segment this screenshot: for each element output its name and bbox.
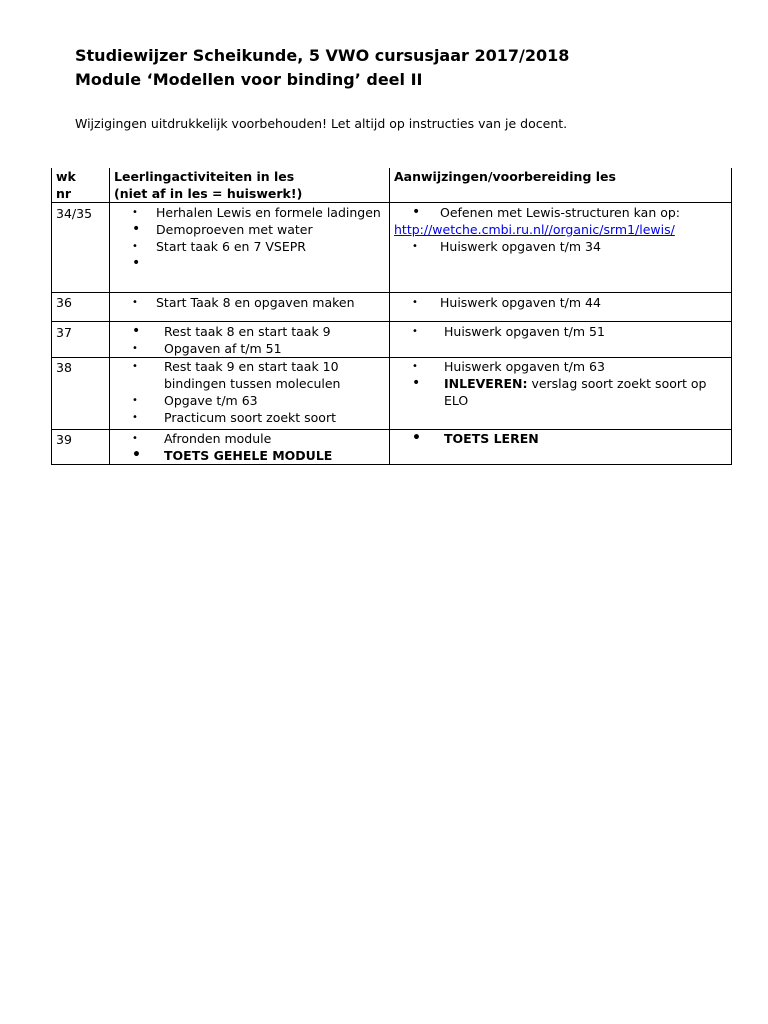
header-instructions: Aanwijzingen/voorbereiding les (390, 168, 732, 203)
list-item: • Opgave t/m 63 (110, 392, 385, 409)
activities-cell (110, 293, 390, 322)
list-item: • TOETS LEREN (390, 430, 727, 447)
list-item: • Rest taak 8 en start taak 9 (110, 323, 385, 340)
list-item: • Afronden module (110, 430, 385, 447)
table-row (52, 293, 732, 322)
lewis-structures-link[interactable]: http://wetche.cmbi.ru.nl//organic/srm1/lewis/ (394, 222, 675, 237)
week-cell: 37 (52, 322, 110, 358)
table-row (52, 203, 732, 293)
header-activities: Leerlingactiviteiten in les (niet af in les = huiswerk!) (110, 168, 390, 203)
week-cell: 38 (52, 358, 110, 430)
instructions-cell (390, 358, 732, 430)
title-line-1: Studiewijzer Scheikunde, 5 VWO cursusjaar 2017/2018 (75, 46, 570, 65)
instructions-cell (390, 293, 732, 322)
list-item (390, 375, 727, 409)
inleveren-label: INLEVEREN: (444, 376, 528, 391)
activities-cell (110, 203, 390, 293)
week-cell: 39 (52, 430, 110, 465)
list-item: • Practicum soort zoekt soort (110, 409, 385, 426)
table-row (52, 322, 732, 358)
inleveren-text: verslag soort zoekt soort op ELO (444, 376, 707, 408)
header-week: wk nr (52, 168, 110, 203)
list-item: • Demoproeven met water (110, 221, 385, 238)
list-item: • Oefenen met Lewis-structuren kan op: (390, 204, 727, 221)
list-item: • Huiswerk opgaven t/m 63 (390, 358, 727, 375)
instructions-cell (390, 203, 732, 293)
document-title (75, 44, 569, 92)
activities-cell (110, 430, 390, 465)
list-item: • Huiswerk opgaven t/m 51 (390, 323, 727, 340)
table-header-row (52, 168, 732, 203)
list-item: • Huiswerk opgaven t/m 44 (390, 294, 727, 311)
list-item: • Herhalen Lewis en formele ladingen (110, 204, 385, 221)
week-cell: 34/35 (52, 203, 110, 293)
table-row (52, 430, 732, 465)
list-item: • Start Taak 8 en opgaven maken (110, 294, 385, 311)
table-row (52, 358, 732, 430)
instructions-cell (390, 430, 732, 465)
activities-cell (110, 358, 390, 430)
list-item: • Start taak 6 en 7 VSEPR (110, 238, 385, 255)
activities-cell (110, 322, 390, 358)
title-line-2: Module ‘Modellen voor binding’ deel II (75, 70, 423, 89)
notice-text: Wijzigingen uitdrukkelijk voorbehouden! Let altijd op instructies van je docent. (75, 116, 568, 131)
list-item (110, 255, 385, 272)
schedule-table (51, 168, 732, 465)
list-item: • Huiswerk opgaven t/m 34 (390, 238, 727, 255)
list-item: • Opgaven af t/m 51 (110, 340, 385, 357)
week-cell: 36 (52, 293, 110, 322)
list-item: • TOETS GEHELE MODULE (110, 447, 385, 464)
instructions-cell (390, 322, 732, 358)
list-item: • Rest taak 9 en start taak 10 bindingen tussen moleculen (110, 358, 385, 392)
